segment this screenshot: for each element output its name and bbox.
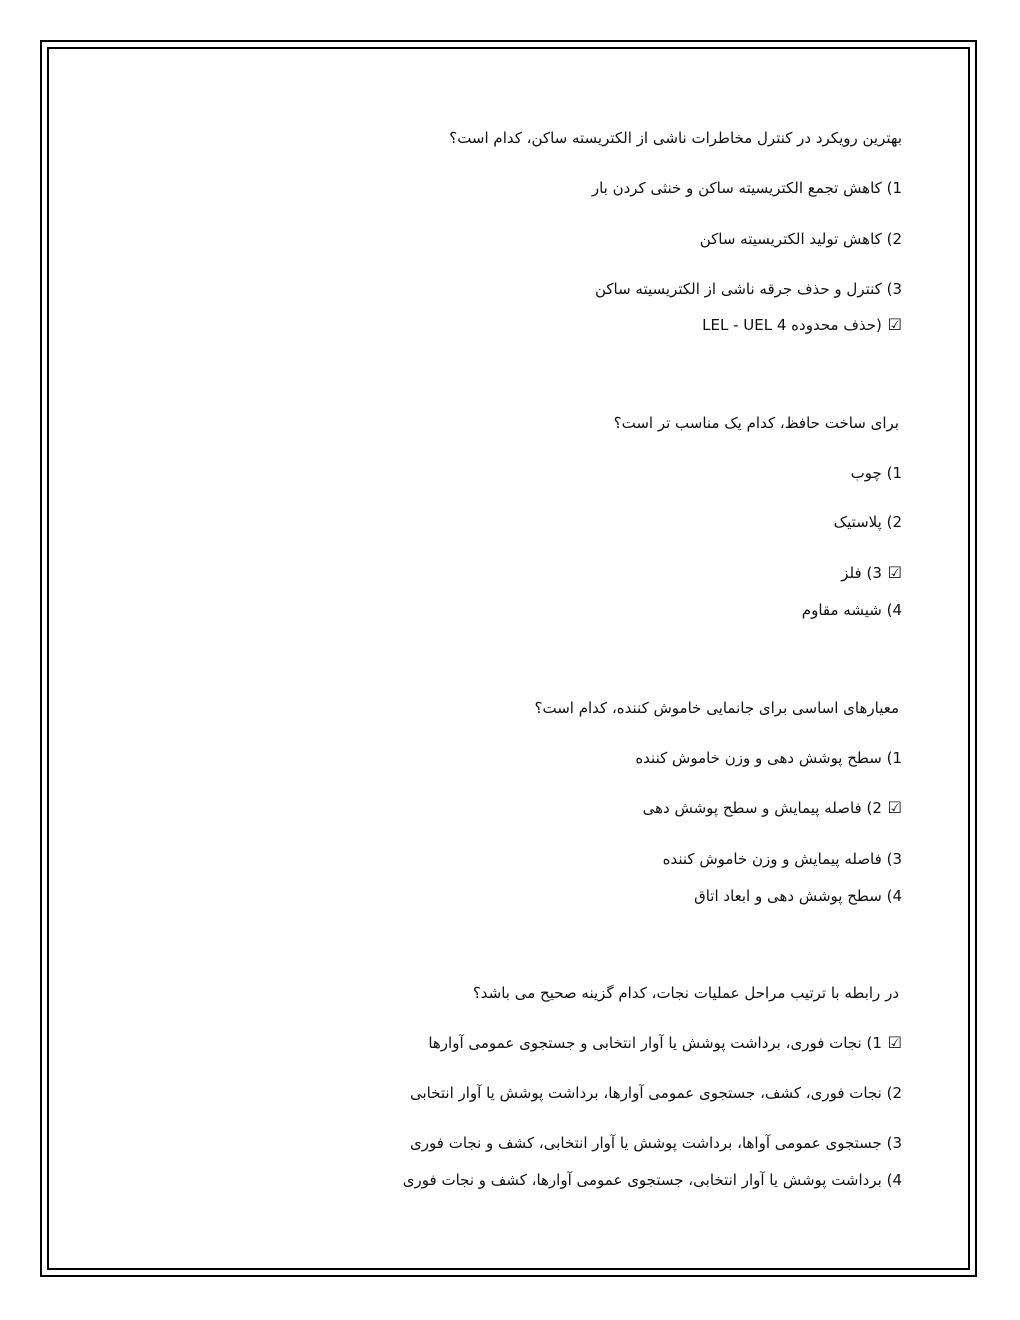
option-text: فاصله پیمایش و سطح پوشش دهی xyxy=(642,799,862,817)
option-number: 1) xyxy=(866,1034,882,1052)
question-4-option-2 xyxy=(410,1083,902,1103)
question-2-option-2 xyxy=(834,512,902,532)
question-2-text: برای ساخت حافظ، کدام یک مناسب تر است؟ xyxy=(613,414,899,432)
checkbox-checked-icon: ☑ xyxy=(887,1033,902,1052)
question-1-text: بهترین رویکرد در کنترل مخاطرات ناشی از الکتریسته ساکن، کدام است؟ xyxy=(449,129,902,147)
option-number: 3) xyxy=(886,850,902,868)
question-3-text: معیارهای اساسی برای جانمایی خاموش کننده، کدام است؟ xyxy=(534,699,899,717)
option-text: سطح پوشش دهی و ابعاد اتاق xyxy=(694,887,882,905)
checkbox-checked-icon: ☑ xyxy=(887,315,902,334)
checkbox-checked-icon: ☑ xyxy=(887,563,902,582)
option-text: کاهش تولید الکتریسیته ساکن xyxy=(699,230,882,248)
option-number: 4) xyxy=(886,601,902,619)
option-text: برداشت پوشش یا آوار انتخابی، جستجوی عمومی آوارها، کشف و نجات فوری xyxy=(402,1171,882,1189)
option-number: 1) xyxy=(886,179,902,197)
option-number: 4) xyxy=(776,316,882,334)
question-3-option-3 xyxy=(663,849,902,869)
checkbox-checked-icon: ☑ xyxy=(887,798,902,817)
option-text: فاصله پیمایش و وزن خاموش کننده xyxy=(662,850,882,868)
question-4-option-3 xyxy=(410,1133,902,1153)
question-1-option-4 xyxy=(702,315,902,335)
option-number: 3) xyxy=(886,1134,902,1152)
option-text: نجات فوری، کشف، جستجوی عمومی آوارها، برداشت پوشش یا آوار انتخابی xyxy=(409,1084,882,1102)
option-text: شیشه مقاوم xyxy=(801,601,882,619)
option-text: جستجوی عمومی آواها، برداشت پوشش یا آوار انتخابی، کشف و نجات فوری xyxy=(410,1134,882,1152)
question-1-option-3 xyxy=(595,279,902,299)
question-2-option-3 xyxy=(841,563,902,583)
question-3-option-1 xyxy=(635,748,902,768)
question-4-text: در رابطه با ترتیب مراحل عملیات نجات، کدام گزینه صحیح می باشد؟ xyxy=(472,984,899,1002)
option-number: 2) xyxy=(886,1084,902,1102)
question-3-option-2 xyxy=(643,798,902,818)
question-2-option-1 xyxy=(851,463,902,483)
option-text: LEL - UEL حذف محدوده xyxy=(702,316,877,334)
option-text: سطح پوشش دهی و وزن خاموش کننده xyxy=(635,749,882,767)
option-text: چوب xyxy=(850,464,882,482)
option-text: فلز xyxy=(841,564,862,582)
question-2-option-4 xyxy=(802,600,902,620)
option-number: 4) xyxy=(886,887,902,905)
question-1-option-2 xyxy=(700,229,902,249)
option-number: 1) xyxy=(886,464,902,482)
option-number: 3) xyxy=(866,564,882,582)
question-3-option-4 xyxy=(694,886,902,906)
option-number: 2) xyxy=(866,799,882,817)
option-text: کنترل و حذف جرقه ناشی از الکتریسیته ساکن xyxy=(594,280,882,298)
question-1-option-1 xyxy=(592,178,902,198)
option-text: پلاستیک xyxy=(833,513,882,531)
option-number: 3) xyxy=(886,280,902,298)
option-text: نجات فوری، برداشت پوشش یا آوار انتخابی و جستجوی عمومی آوارها xyxy=(428,1034,862,1052)
option-number: 4) xyxy=(886,1171,902,1189)
option-number: 2) xyxy=(886,230,902,248)
question-4-option-1 xyxy=(428,1033,902,1053)
option-number: 2) xyxy=(886,513,902,531)
question-4-option-4 xyxy=(403,1170,902,1190)
option-text: کاهش تجمع الکتریسیته ساکن و خنثی کردن بار xyxy=(591,179,882,197)
option-number: 1) xyxy=(886,749,902,767)
